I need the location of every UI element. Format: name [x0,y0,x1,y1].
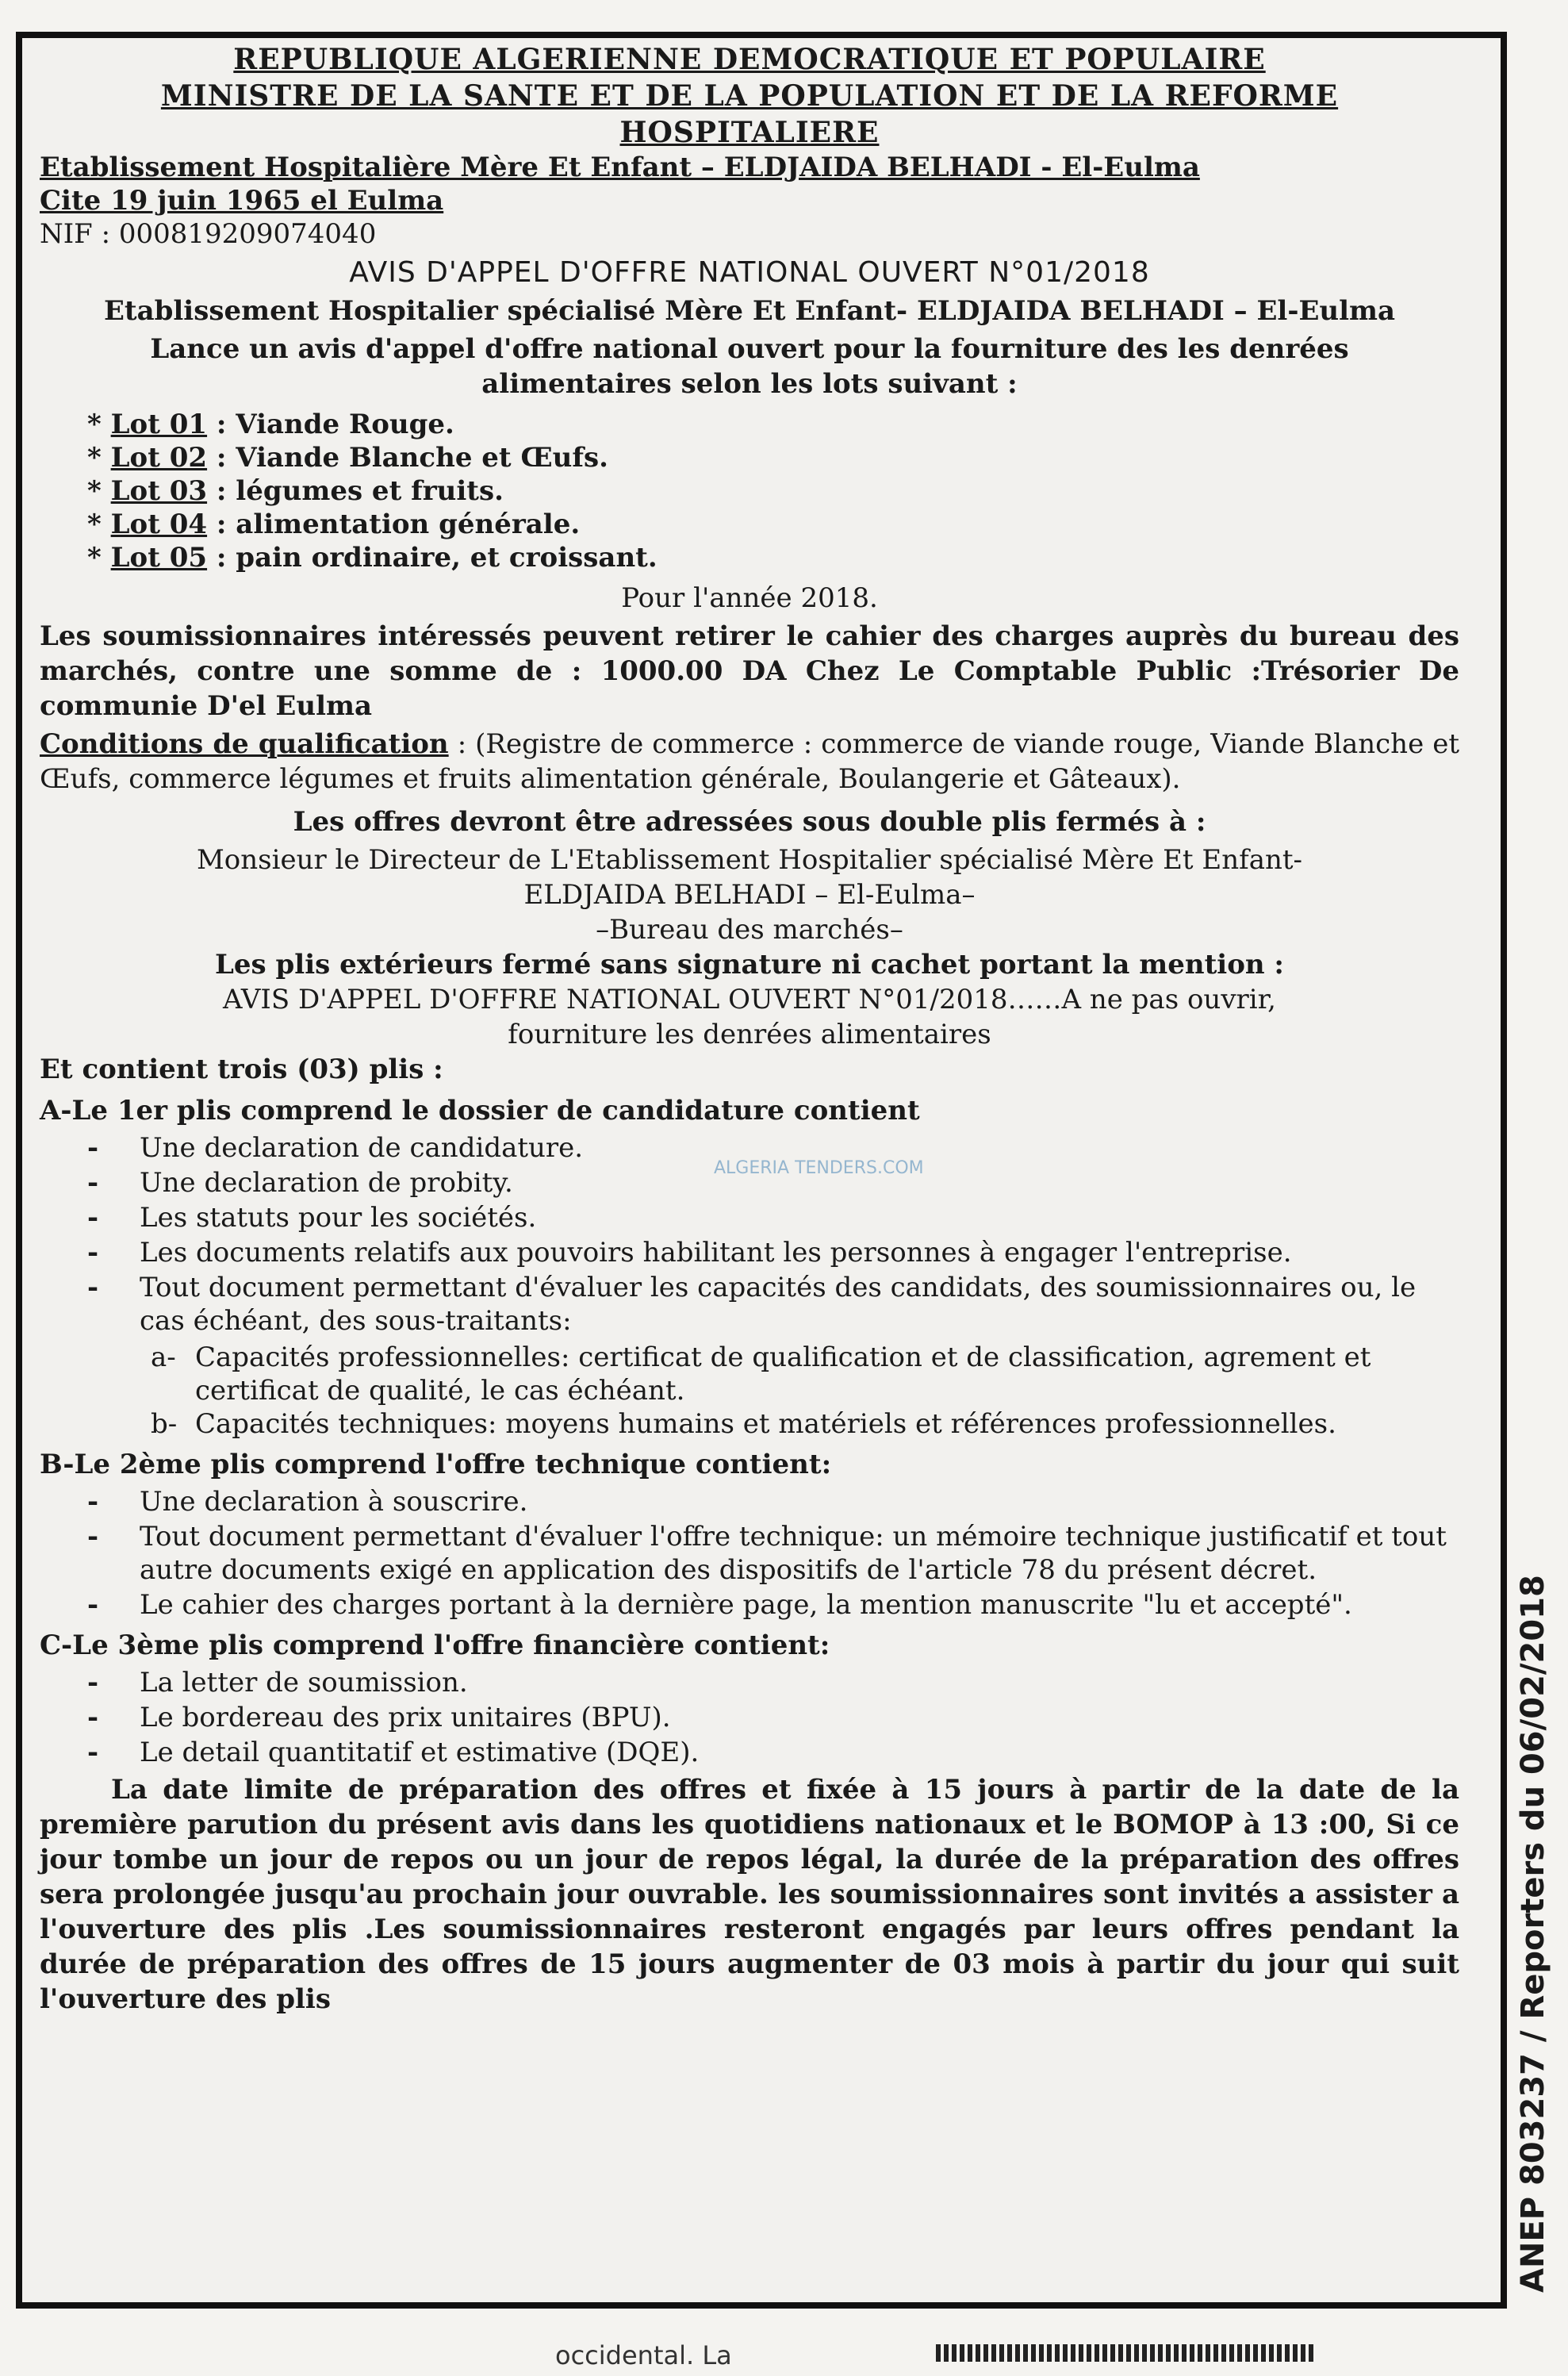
section-c-list [87,1666,1459,1769]
notice-content [40,41,1459,2020]
deadline-paragraph: La date limite de préparation des offres et fixée à 15 jours à partir de la date de la première parution du présent avis dans les quotidiens nationaux et le BOMOP à 13 :00, Si ce jour tombe un jour de repos ou un jour de repos légal, la durée de la préparation des offres sera prolongée jusqu'au prochain jour ouvrable. les soumissionnaires sont invités a assister a l'ouverture des plis .Les soumissionnaires resteront engagés par leurs offres pendant la durée de préparation des offres de 15 jours augmenter de 03 mois à partir du jour qui suit l'ouverture des plis [40,1774,1459,2015]
list-item: - Une declaration de candidature. [87,1131,1459,1165]
envelope-mention: AVIS D'APPEL D'OFFRE NATIONAL OUVERT N°01/2018……A ne pas ouvrir, [223,984,1276,1015]
ministry-header: MINISTRE DE LA SANTE ET DE LA POPULATION ET DE LA REFORME [160,79,1339,113]
intro-paragraph: Lance un avis d'appel d'offre national ouvert pour la fourniture des les denrées alimentaires selon les lots suivant : [150,333,1349,400]
lot-item: * Lot 01 : Viande Rouge. [87,409,454,440]
address-line: ELDJAIDA BELHADI – El-Eulma– [523,879,976,911]
lot-item: * Lot 03 : légumes et fruits. [87,475,504,507]
section-b-list [87,1485,1459,1622]
republic-header: REPUBLIQUE ALGERIENNE DEMOCRATIQUE ET POPULAIRE [233,43,1266,76]
footer-cut-text [936,2344,1317,2362]
section-a-title: A-Le 1er plis comprend le dossier de candidature contient [40,1095,920,1127]
contains-line: Et contient trois (03) plis : [40,1054,443,1085]
publication-reference: ANEP 803237 / Reporters du 06/02/2018 [1515,1575,1551,2293]
envelope-sub: fourniture les denrées alimentaires [508,1019,991,1050]
lot-item: * Lot 04 : alimentation générale. [87,509,581,540]
notice-title: AVIS D'APPEL D'OFFRE NATIONAL OUVERT N°01/2018 [349,256,1150,289]
conditions-label: Conditions de qualification [40,728,449,760]
list-item: - La letter de soumission. [87,1666,1459,1699]
list-item: - Le detail quantitatif et estimative (DQE). [87,1736,1459,1769]
address-intro: Les offres devront être adressées sous double plis fermés à : [293,806,1206,838]
lots-list [87,408,1459,574]
list-item: - Les statuts pour les sociétés. [87,1201,1459,1234]
establishment-address: Cite 19 juin 1965 el Eulma [40,185,444,217]
conditions-paragraph [40,727,1459,796]
ministry-header-cont: HOSPITALIERE [619,116,880,149]
list-item: - Tout document permettant d'évaluer les capacités des candidats, des soumissionnaires ou, le cas échéant, des sous-traitants: [87,1271,1459,1338]
list-item: - Le cahier des charges portant à la dernière page, la mention manuscrite "lu et accepté". [87,1588,1459,1622]
establishment-name: Etablissement Hospitalière Mère Et Enfant – ELDJAIDA BELHADI - El-Eulma [40,152,1200,183]
address-line: –Bureau des marchés– [596,914,903,946]
year-line: Pour l'année 2018. [621,582,878,614]
retrieve-paragraph: Les soumissionnaires intéressés peuvent retirer le cahier des charges auprès du bureau des marchés, contre une somme de : 1000.00 DA Chez Le Comptable Public :Trésorier De communie D'el Eulma [40,620,1459,722]
list-item: - Une declaration à souscrire. [87,1485,1459,1518]
lot-item: * Lot 05 : pain ordinaire, et croissant. [87,542,657,574]
issuer: Etablissement Hospitalier spécialisé Mère Et Enfant- ELDJAIDA BELHADI – El-Eulma [103,295,1396,327]
sub-item: a- Capacités professionnelles: certificat de qualification et de classification, agrement et certificat de qualité, le cas échéant. [151,1342,1371,1407]
watermark-logo: ALGERIA TENDERS.COM [714,1158,924,1178]
lot-item: * Lot 02 : Viande Blanche et Œufs. [87,442,608,474]
envelope-intro: Les plis extérieurs fermé sans signature ni cachet portant la mention : [215,949,1284,981]
list-item: - Les documents relatifs aux pouvoirs habilitant les personnes à engager l'entreprise. [87,1236,1459,1269]
section-b-title: B-Le 2ème plis comprend l'offre technique contient: [40,1449,832,1480]
list-item: - Une declaration de probity. [87,1166,1459,1200]
address-line: Monsieur le Directeur de L'Etablissement Hospitalier spécialisé Mère Et Enfant- [196,844,1303,876]
section-c-title: C-Le 3ème plis comprend l'offre financière contient: [40,1629,830,1661]
sub-item: b- Capacités techniques: moyens humains et matériels et références professionnelles. [151,1408,1336,1440]
footer-fragment: occidental. La [555,2340,732,2370]
list-item: - Le bordereau des prix unitaires (BPU). [87,1701,1459,1734]
conditions-text: : (Registre de commerce : commerce de viande rouge, Viande Blanche et Œufs, commerce légumes et fruits alimentation générale, Boulangerie et Gâteaux). [40,728,1459,795]
list-item: - Tout document permettant d'évaluer l'offre technique: un mémoire technique justificatif et tout autre documents exigé en application des dispositifs de l'article 78 du présent décret. [87,1520,1459,1587]
nif-number: NIF : 000819209074040 [40,218,377,250]
side-label-wrap [1507,1575,1562,2293]
